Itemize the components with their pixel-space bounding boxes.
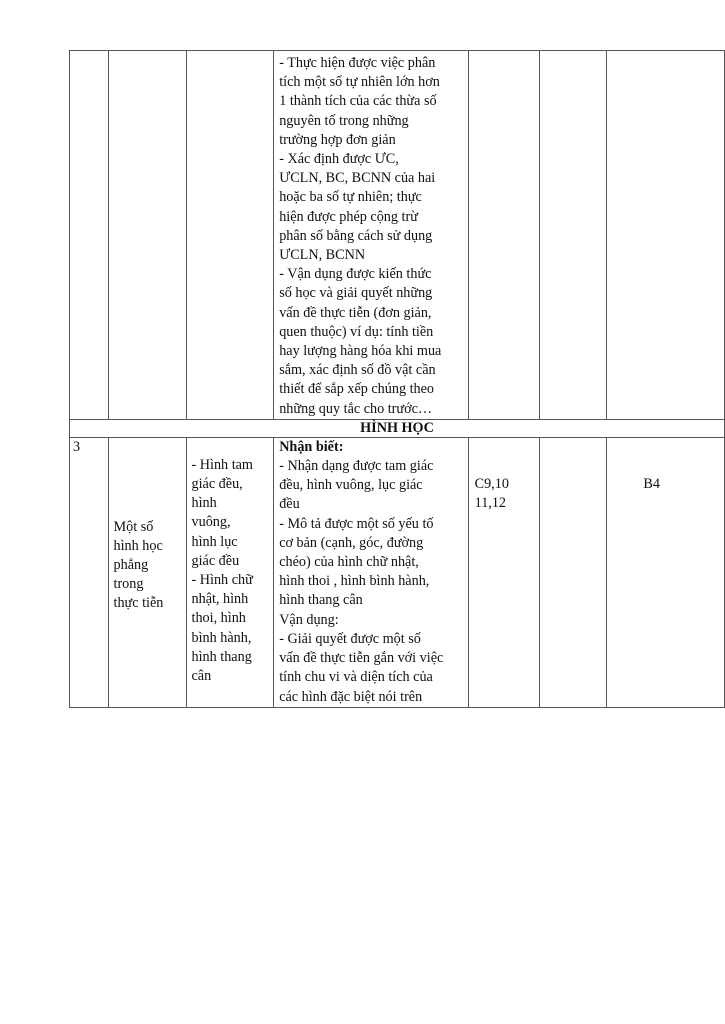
unit-line: - Hình chữ bbox=[191, 572, 253, 589]
content-line: đều bbox=[279, 496, 300, 513]
unit-line: hình lục bbox=[191, 533, 238, 550]
table-row bbox=[70, 437, 725, 707]
content-line: tích một số tự nhiên lớn hơn bbox=[279, 74, 440, 91]
content-line: quen thuộc) ví dụ: tính tiền bbox=[279, 323, 434, 340]
content-line: hay lượng hàng hóa khi mua bbox=[279, 343, 442, 360]
content-line: chéo) của hình chữ nhật, bbox=[279, 554, 419, 571]
section-row bbox=[70, 419, 725, 437]
content-line: số học và giải quyết những bbox=[279, 285, 433, 302]
cell-topic bbox=[108, 437, 186, 707]
cell-content bbox=[274, 51, 468, 420]
content-line: vấn đề thực tiễn gắn với việc bbox=[279, 650, 444, 667]
level-heading: Nhận biết: bbox=[279, 438, 344, 455]
content-line: - Nhận dạng được tam giác bbox=[279, 458, 434, 475]
unit-line: hình bbox=[191, 495, 217, 512]
cell-unit bbox=[186, 51, 274, 420]
cell-mcq bbox=[468, 51, 539, 420]
cell-unit bbox=[186, 437, 274, 707]
row-number: 3 bbox=[73, 438, 81, 455]
content-line: tính chu vi và diện tích của bbox=[279, 669, 433, 686]
unit-line: bình hành, bbox=[191, 629, 252, 646]
unit-line: thoi, hình bbox=[191, 610, 246, 627]
content-line: những quy tắc cho trước… bbox=[279, 400, 433, 417]
content-line: ƯCLN, BCNN bbox=[279, 247, 366, 264]
cell-topic bbox=[108, 51, 186, 420]
cell-essay bbox=[607, 51, 725, 420]
content-line: Vận dụng: bbox=[279, 611, 339, 628]
content-line: - Mô tả được một số yếu tố bbox=[279, 515, 434, 532]
topic-line: hình học bbox=[113, 537, 163, 554]
unit-line: giác đều bbox=[191, 552, 240, 569]
content-line: 1 thành tích của các thừa số bbox=[279, 93, 437, 110]
unit-line: vuông, bbox=[191, 514, 231, 531]
content-line: các hình đặc biệt nói trên bbox=[279, 688, 423, 705]
topic-line: thực tiễn bbox=[113, 594, 164, 611]
content-line: thiết để sắp xếp chúng theo bbox=[279, 381, 435, 398]
content-line: - Thực hiện được việc phân bbox=[279, 55, 436, 71]
content-line: cơ bản (cạnh, góc, đường bbox=[279, 534, 424, 551]
mcq-line: C9,10 bbox=[474, 475, 509, 492]
content-line: hình thang cân bbox=[279, 592, 363, 609]
cell-col6 bbox=[540, 51, 607, 420]
content-line: - Vận dụng được kiến thức bbox=[279, 266, 432, 283]
table-row bbox=[70, 51, 725, 420]
content-line: hiện được phép cộng trừ bbox=[279, 208, 418, 225]
content-line: nguyên tố trong những bbox=[279, 112, 409, 129]
unit-line: nhật, hình bbox=[191, 591, 249, 608]
cell-essay bbox=[607, 437, 725, 707]
section-title: HÌNH HỌC bbox=[70, 419, 725, 437]
unit-line: cân bbox=[191, 668, 212, 685]
content-line: sắm, xác định số đồ vật cần bbox=[279, 362, 436, 379]
unit-line: - Hình tam bbox=[191, 456, 253, 473]
cell-number bbox=[70, 437, 109, 707]
topic-line: trong bbox=[113, 575, 144, 592]
content-line: - Giải quyết được một số bbox=[279, 630, 421, 647]
content-line: phân số bằng cách sử dụng bbox=[279, 227, 433, 244]
content-line: đều, hình vuông, lục giác bbox=[279, 477, 423, 494]
cell-content bbox=[274, 437, 468, 707]
content-line: hình thoi , hình bình hành, bbox=[279, 573, 430, 590]
content-line: - Xác định được ƯC, bbox=[279, 151, 399, 168]
unit-line: giác đều, bbox=[191, 476, 243, 493]
content-line: vấn đề thực tiễn (đơn giản, bbox=[279, 304, 432, 321]
content-line: trường hợp đơn giản bbox=[279, 131, 396, 148]
unit-line: hình thang bbox=[191, 648, 252, 665]
topic-line: Một số bbox=[113, 518, 154, 535]
content-line: ƯCLN, BC, BCNN của hai bbox=[279, 170, 436, 187]
cell-number bbox=[70, 51, 109, 420]
content-line: hoặc ba số tự nhiên; thực bbox=[279, 189, 422, 206]
cell-col6 bbox=[540, 437, 607, 707]
matrix-table bbox=[69, 50, 725, 708]
mcq-line: 11,12 bbox=[474, 495, 507, 512]
cell-mcq bbox=[468, 437, 539, 707]
essay-ref: B4 bbox=[643, 475, 660, 492]
topic-line: phẳng bbox=[113, 556, 149, 573]
